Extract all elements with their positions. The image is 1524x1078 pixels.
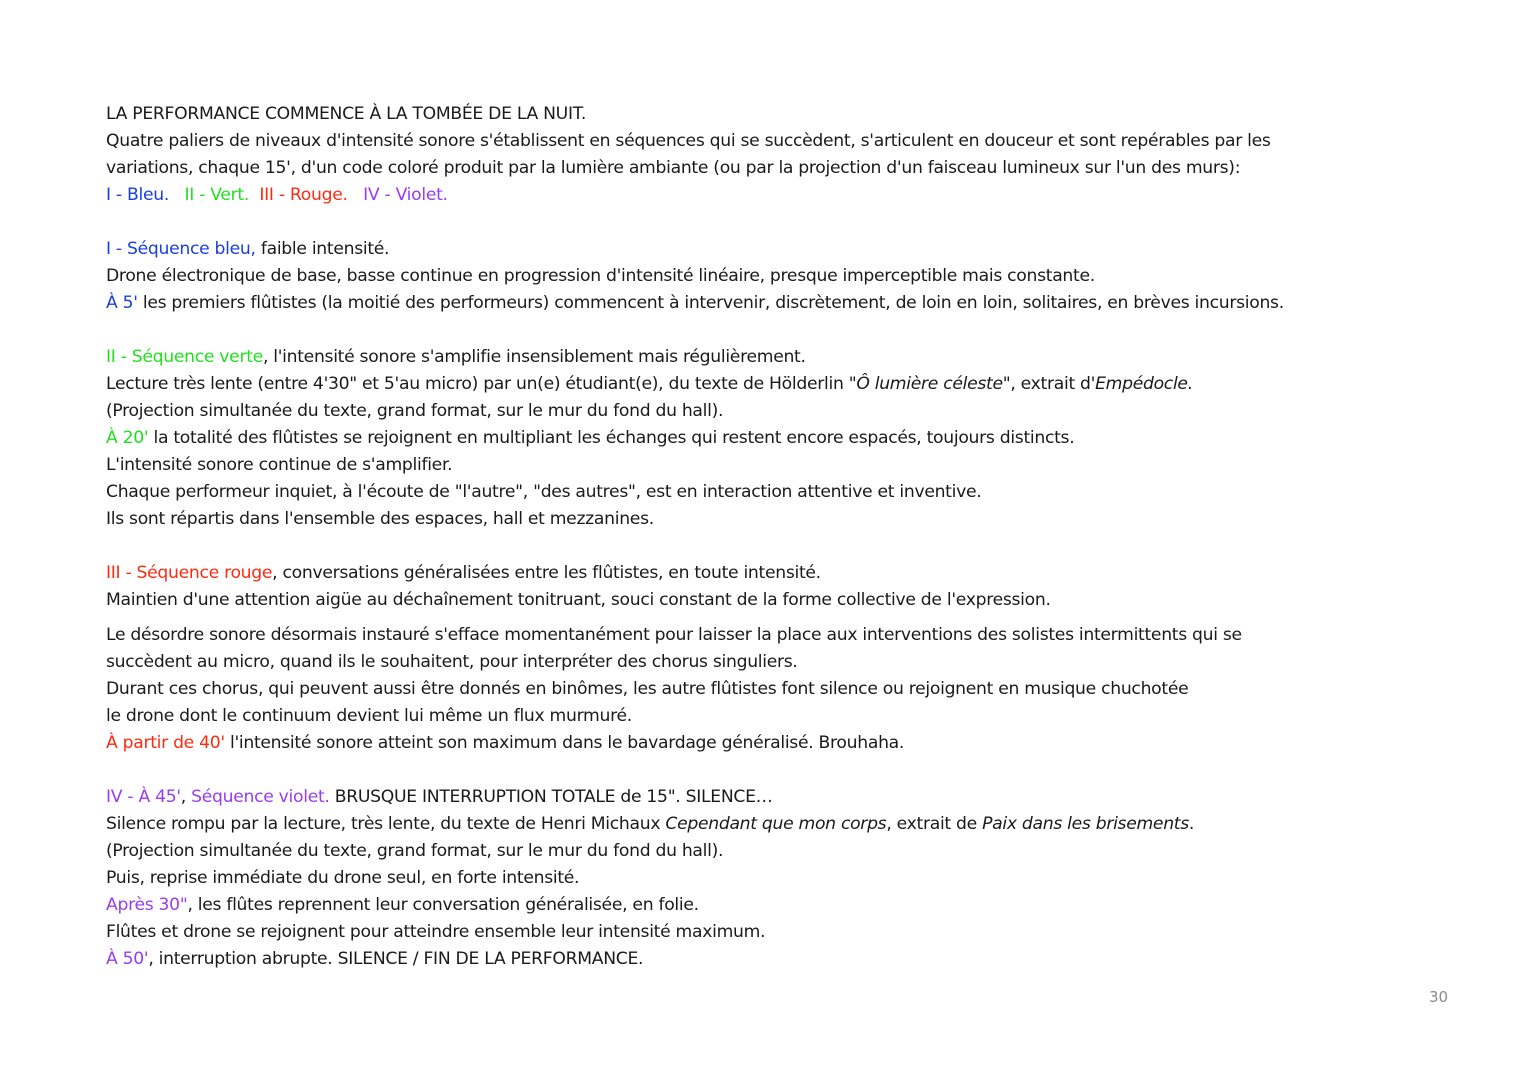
sequence-label: IV - À 45' xyxy=(106,787,181,807)
sequence-title xyxy=(106,236,1406,263)
sequence-line: Chaque performeur inquiet, à l'écoute de "l'autre", "des autres", est en interaction attentive et inventive. xyxy=(106,482,982,502)
document-page xyxy=(106,101,1406,973)
sequence-line-text: l'intensité sonore atteint son maximum dans le bavardage généralisé. Brouhaha. xyxy=(224,733,905,753)
sequence-green xyxy=(106,344,1406,533)
sequence-line xyxy=(106,946,1406,973)
intro-section xyxy=(106,101,1406,209)
sequence-line xyxy=(106,290,1406,317)
sequence-line: (Projection simultanée du texte, grand format, sur le mur du fond du hall). xyxy=(106,841,724,861)
sequence-line: Puis, reprise immédiate du drone seul, en forte intensité. xyxy=(106,868,580,888)
sequence-label: I - Séquence bleu, xyxy=(106,239,256,259)
sequence-line: le drone dont le continuum devient lui même un flux murmuré. xyxy=(106,706,632,726)
time-cue: À partir de 40' xyxy=(106,733,225,753)
time-cue: Après 30" xyxy=(106,895,188,915)
color-legend xyxy=(106,182,1406,209)
sequence-line: succèdent au micro, quand ils le souhaitent, pour interpréter des chorus singuliers. xyxy=(106,652,798,672)
legend-blue: I - Bleu. xyxy=(106,185,169,205)
cited-work: Empédocle. xyxy=(1095,374,1193,394)
sequence-title-text: , l'intensité sonore s'amplifie insensiblement mais régulièrement. xyxy=(262,347,806,367)
sequence-line: L'intensité sonore continue de s'amplifier. xyxy=(106,455,453,475)
sequence-red xyxy=(106,560,1406,757)
sequence-label: III - Séquence rouge xyxy=(106,563,273,583)
cited-title: "Ô lumière céleste" xyxy=(848,374,1011,394)
time-cue: À 5' xyxy=(106,293,138,313)
intro-line: variations, chaque 15', d'un code coloré produit par la lumière ambiante (ou par la projection d'un faisceau lumineux sur l'un des murs): xyxy=(106,158,1241,178)
sequence-line: Ils sont répartis dans l'ensemble des espaces, hall et mezzanines. xyxy=(106,509,654,529)
sequence-title-text: , conversations généralisées entre les flûtistes, en toute intensité. xyxy=(272,563,821,583)
sequence-label: Séquence violet. xyxy=(191,787,330,807)
page-number: 30 xyxy=(1429,988,1449,1006)
sequence-title-text: faible intensité. xyxy=(255,239,390,259)
sequence-line xyxy=(106,892,1406,919)
sequence-title xyxy=(106,784,1406,811)
sequence-label: II - Séquence verte xyxy=(106,347,263,367)
sequence-title-text: BRUSQUE INTERRUPTION TOTALE de 15". SILENCE… xyxy=(329,787,773,807)
sequence-line-text: , extrait de xyxy=(886,814,983,834)
sequence-violet xyxy=(106,784,1406,973)
sequence-line xyxy=(106,730,1406,757)
sequence-line: Le désordre sonore désormais instauré s'efface momentanément pour laisser la place aux interventions des solistes intermittents qui se xyxy=(106,625,1242,645)
sequence-line-text: la totalité des flûtistes se rejoignent en multipliant les échanges qui restent encore espacés, toujours distincts. xyxy=(148,428,1075,448)
sequence-line: Durant ces chorus, qui peuvent aussi être donnés en binômes, les autre flûtistes font silence ou rejoignent en musique chuchotée xyxy=(106,679,1189,699)
sequence-line xyxy=(106,425,1406,452)
sequence-label-separator: , xyxy=(180,787,192,807)
sequence-line-text: , les flûtes reprennent leur conversation généralisée, en folie. xyxy=(187,895,699,915)
sequence-line: Flûtes et drone se rejoignent pour atteindre ensemble leur intensité maximum. xyxy=(106,922,766,942)
cited-work: Paix dans les brisements xyxy=(982,814,1189,834)
sequence-line: Drone électronique de base, basse continue en progression d'intensité linéaire, presque imperceptible mais constante. xyxy=(106,266,1095,286)
sequence-line xyxy=(106,811,1406,838)
sequence-blue xyxy=(106,236,1406,317)
sequence-line: Maintien d'une attention aigüe au déchaînement tonitruant, souci constant de la forme collective de l'expression. xyxy=(106,590,1051,610)
intro-heading: LA PERFORMANCE COMMENCE À LA TOMBÉE DE LA NUIT. xyxy=(106,104,587,124)
cited-title: Cependant que mon corps xyxy=(665,814,887,834)
sequence-line xyxy=(106,371,1406,398)
time-cue: À 20' xyxy=(106,428,149,448)
legend-green: II - Vert. xyxy=(184,185,250,205)
sequence-title xyxy=(106,560,1406,587)
sequence-title xyxy=(106,344,1406,371)
sequence-line: (Projection simultanée du texte, grand format, sur le mur du fond du hall). xyxy=(106,401,724,421)
sequence-line-text: Lecture très lente (entre 4'30" et 5'au micro) par un(e) étudiant(e), du texte de Hölderlin xyxy=(106,374,849,394)
sequence-line-text: les premiers flûtistes (la moitié des performeurs) commencent à intervenir, discrètement, de loin en loin, solitaires, en brèves incursions. xyxy=(137,293,1284,313)
sequence-line-text: Silence rompu par la lecture, très lente, du texte de Henri Michaux xyxy=(106,814,666,834)
time-cue: À 50' xyxy=(106,949,149,969)
intro-line: Quatre paliers de niveaux d'intensité sonore s'établissent en séquences qui se succèdent, s'articulent en douceur et sont repérables par les xyxy=(106,131,1271,151)
legend-violet: IV - Violet. xyxy=(363,185,448,205)
sequence-line-text: . xyxy=(1188,814,1195,834)
legend-red: III - Rouge. xyxy=(259,185,348,205)
sequence-line-text: , interruption abrupte. SILENCE / FIN DE LA PERFORMANCE. xyxy=(148,949,644,969)
sequence-line-text: , extrait d' xyxy=(1010,374,1096,394)
